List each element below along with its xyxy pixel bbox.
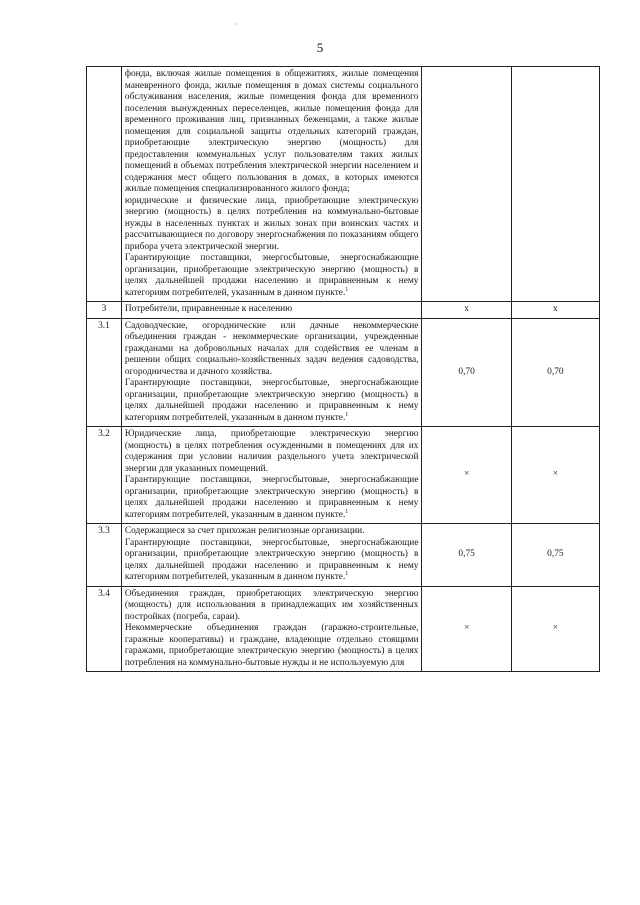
value-col-1 xyxy=(422,67,511,302)
value-col-2: × xyxy=(511,427,599,524)
footnote-marker: 1 xyxy=(345,411,349,418)
description-paragraph xyxy=(125,589,419,624)
paragraph-text: Гарантирующие поставщики, энергосбытовые, энергоснабжающие организации, приобретающие электрическую энергию (мощность) в целях дальнейшей продажи населению и приравненным к нему категориям потребителей, указанным в данном пункте. xyxy=(124,475,419,520)
description-paragraph xyxy=(125,196,419,254)
paragraph-text: Содержащиеся за счет прихожан религиозные организации. xyxy=(124,526,365,536)
description-paragraph xyxy=(125,429,419,475)
value-col-2: х xyxy=(511,302,599,319)
row-description xyxy=(121,318,422,427)
table-row xyxy=(87,427,600,524)
table-row xyxy=(87,67,600,302)
value-col-1: × xyxy=(422,586,511,672)
description-paragraph xyxy=(125,321,419,379)
row-description xyxy=(121,427,422,524)
value-col-2: 0,70 xyxy=(511,318,599,427)
paragraph-text: Садоводческие, огороднические или дачные некоммерческие объединения граждан - некоммерческие организации, учрежденные гражданами на добровольных началах для содействия ее членам в решении общих социально-хозяйственных задач ведения садоводства, огородничества и дачного хозяйства. xyxy=(124,320,419,377)
value-col-2: 0,75 xyxy=(511,524,599,587)
paragraph-text: Потребители, приравненные к населению xyxy=(124,304,293,314)
footnote-marker: 1 xyxy=(345,508,349,515)
table-row xyxy=(87,586,600,672)
paragraph-text: юридические и физические лица, приобретающие электрическую энергию (мощность) в целях потребления на коммунально-бытовые нужды в населенных пунктах и жилых зонах при воинских частях и рассчитывающиеся по договору энергоснабжения по показаниям общего прибора учета электрической энергии. xyxy=(124,195,419,252)
row-description xyxy=(121,524,422,587)
row-number: 3.1 xyxy=(87,318,122,427)
row-description xyxy=(121,302,422,319)
row-number xyxy=(87,67,122,302)
paragraph-text: Некоммерческие объединения граждан (гаражно-строительные, гаражные кооперативы) и граждане, владеющие отдельно стоящими гаражами, приобретающие электрическую энергию (мощность) в целях потребления на коммунально-бытовые нужды и не используемую для xyxy=(124,623,419,668)
description-paragraph xyxy=(125,378,419,424)
row-number: 3.4 xyxy=(87,586,122,672)
row-number: 3.3 xyxy=(87,524,122,587)
value-col-2 xyxy=(511,67,599,302)
table-row xyxy=(87,524,600,587)
tariff-table xyxy=(86,66,600,672)
value-col-1: 0,70 xyxy=(422,318,511,427)
table-body xyxy=(87,67,600,672)
footnote-marker: 1 xyxy=(345,570,349,577)
page-number: 5 xyxy=(316,40,324,55)
table-row xyxy=(87,318,600,427)
value-col-1: × xyxy=(422,427,511,524)
description-paragraph xyxy=(125,538,419,584)
row-description xyxy=(121,67,422,302)
description-paragraph xyxy=(125,526,419,538)
description-paragraph xyxy=(125,475,419,521)
value-col-1: 0,75 xyxy=(422,524,511,587)
paragraph-text: Гарантирующие поставщики, энергосбытовые, энергоснабжающие организации, приобретающие электрическую энергию (мощность) в целях дальнейшей продажи населению и приравненным к нему категориям потребителей, указанным в данном пункте. xyxy=(124,537,419,582)
paragraph-text: Юридические лица, приобретающие электрическую энергию (мощность) в целях потребления осужденными в помещениях для их содержания при условии наличия раздельного учета электрической энергии для указанных помещений. xyxy=(124,429,419,474)
paragraph-text: Гарантирующие поставщики, энергосбытовые, энергоснабжающие организации, приобретающие электрическую энергию (мощность) в целях дальнейшей продажи населению и приравненным к нему категориям потребителей, указанным в данном пункте. xyxy=(124,378,419,423)
footnote-marker: 1 xyxy=(345,286,349,293)
value-col-2: × xyxy=(511,586,599,672)
paragraph-text: фонда, включая жилые помещения в общежитиях, жилые помещения маневренного фонда, жилые помещения в домах системы социального обслуживания населения, жилые помещения фонда для временного поселения вынужденных переселенцев, жилые помещения фонда для временного проживания лиц, признанных беженцами, а также жилые помещения для социальной защиты отдельных категорий граждан, приобретающие электрическую энергию (мощность) для предоставления коммунальных услуг пользователям таких жилых помещений в объемах потребления электрической энергии населением и содержания мест общего пользования в домах, в которых имеются жилые помещения специализированного жилого фонда; xyxy=(124,69,419,194)
row-number: 3 xyxy=(87,302,122,319)
row-description xyxy=(121,586,422,672)
row-number: 3.2 xyxy=(87,427,122,524)
description-paragraph xyxy=(125,69,419,196)
description-paragraph xyxy=(125,304,419,316)
paragraph-text: Гарантирующие поставщики, энергосбытовые, энергоснабжающие организации, приобретающие электрическую энергию (мощность) в целях дальнейшей продажи населению и приравненным к нему категориям потребителей, указанным в данном пункте. xyxy=(124,253,419,298)
value-col-1: х xyxy=(422,302,511,319)
scan-speck: · xyxy=(234,20,237,29)
paragraph-text: Объединения граждан, приобретающих электрическую энергию (мощность) для использования в принадлежащих им хозяйственных постройках (погреба, сараи). xyxy=(124,588,419,622)
description-paragraph xyxy=(125,623,419,669)
description-paragraph xyxy=(125,253,419,299)
table-row xyxy=(87,302,600,319)
